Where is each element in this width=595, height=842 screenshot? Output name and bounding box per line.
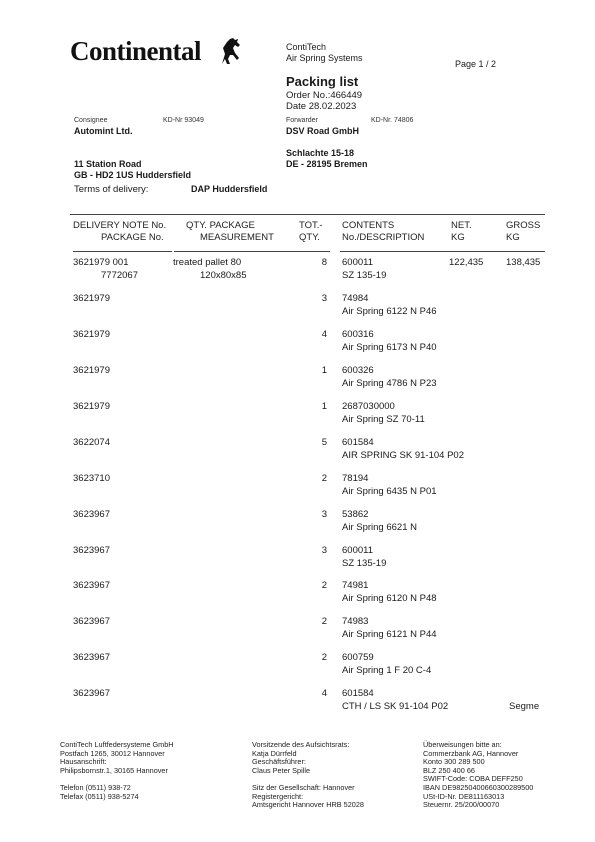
content-description: Air Spring 6122 N P46 — [342, 306, 437, 317]
table-row — [73, 401, 545, 427]
content-description: AIR SPRING SK 91-104 P02 — [342, 450, 464, 461]
table-top-rule — [70, 214, 545, 215]
table-row — [73, 545, 545, 571]
content-number: 601584 — [342, 688, 374, 699]
package-measurement: 120x80x85 — [200, 270, 247, 281]
table-row — [73, 509, 545, 535]
package-no: 7772067 — [101, 270, 138, 281]
table-row — [73, 473, 545, 499]
content-number: 601584 — [342, 437, 374, 448]
content-description: Air Spring 6621 N — [342, 522, 417, 533]
delivery-note-no: 3621979 — [73, 329, 110, 340]
content-description: SZ 135-19 — [342, 270, 387, 281]
col-header-tot: TOT.- — [299, 220, 323, 231]
content-number: 78194 — [342, 473, 369, 484]
content-number: 600316 — [342, 329, 374, 340]
delivery-note-no: 3621979 001 — [73, 257, 129, 268]
consignee-kd-number: KD-Nr 93049 — [163, 117, 204, 124]
forwarder-kd-number: KD-Nr. 74806 — [371, 117, 414, 124]
page-indicator: Page 1 / 2 — [455, 59, 497, 69]
forwarder-city: DE - 28195 Bremen — [286, 159, 368, 169]
delivery-note-no: 3621979 — [73, 293, 110, 304]
total-qty: 1 — [321, 365, 327, 376]
table-row — [73, 580, 545, 606]
table-header-rule-right — [340, 251, 545, 252]
content-number: 600759 — [342, 652, 374, 663]
consignee-city: GB - HD2 1US Huddersfield — [74, 170, 192, 180]
content-description: Air Spring SZ 70-11 — [342, 414, 425, 425]
row-extra-text: Segme — [509, 701, 540, 712]
col-header-qty: QTY. — [299, 232, 320, 243]
consignee-label: Consignee — [74, 117, 108, 124]
table-row — [73, 293, 545, 319]
table-row — [73, 257, 545, 283]
content-description: Air Spring 4786 N P23 — [342, 378, 437, 389]
col-header-gross-unit: KG — [506, 232, 520, 243]
total-qty: 3 — [321, 293, 327, 304]
delivery-note-no: 3622074 — [73, 437, 110, 448]
total-qty: 5 — [321, 437, 327, 448]
footer-legal-info: Vorsitzende des Aufsichtsrats: Katja Dürrfeld Geschäftsführer: Claus Peter Spille Sitz der Gesellschaft: Hannover Registergericht: Amtsgericht Hannover HRB 52028 — [252, 740, 364, 810]
table-header-rule-middle — [174, 251, 330, 252]
document-date: Date 28.02.2023 — [286, 101, 357, 112]
col-header-description: No./DESCRIPTION — [342, 232, 425, 243]
content-description: Air Spring 6120 N P48 — [342, 593, 437, 604]
table-header-rule-left — [73, 251, 172, 252]
delivery-note-no: 3623967 — [73, 688, 110, 699]
gross-weight: 138,435 — [506, 257, 541, 268]
table-row — [73, 652, 545, 678]
total-qty: 4 — [321, 688, 327, 699]
footer-company-address: ContiTech Luftfedersysteme GmbH Postfach 1265, 30012 Hannover Hausanschrift: Philipsbornstr.1, 30165 Hannover Telefon (0511) 938-72 Telefax (0511) 938-5274 — [60, 740, 174, 801]
table-row — [73, 437, 545, 463]
package-type: treated pallet 80 — [173, 257, 242, 268]
content-number: 600326 — [342, 365, 374, 376]
content-description: SZ 135-19 — [342, 558, 387, 569]
content-number: 600011 — [342, 257, 373, 268]
total-qty: 8 — [321, 257, 327, 268]
delivery-note-no: 3623967 — [73, 509, 110, 520]
content-number: 74981 — [342, 580, 369, 591]
forwarder-street: Schlachte 15-18 — [286, 148, 355, 158]
col-header-delivery-note: DELIVERY NOTE No. — [73, 220, 167, 231]
delivery-note-no: 3623967 — [73, 545, 110, 556]
content-number: 74984 — [342, 293, 369, 304]
delivery-note-no: 3623967 — [73, 580, 110, 591]
delivery-note-no: 3621979 — [73, 401, 110, 412]
col-header-qty-package: QTY. PACKAGE — [186, 220, 255, 231]
col-header-package-no: PACKAGE No. — [101, 232, 164, 243]
total-qty: 2 — [321, 473, 327, 484]
col-header-gross: GROSS — [506, 220, 541, 231]
col-header-net-unit: KG — [451, 232, 465, 243]
table-row — [73, 616, 545, 642]
rearing-horse-logo-icon — [216, 36, 244, 66]
total-qty: 1 — [321, 401, 327, 412]
consignee-street: 11 Station Road — [74, 159, 142, 169]
terms-label: Terms of delivery: — [74, 184, 149, 195]
division-name: ContiTech — [286, 42, 327, 52]
forwarder-label: Forwarder — [286, 117, 318, 124]
content-description: Air Spring 6173 N P40 — [342, 342, 437, 353]
continental-logo: Continental — [70, 36, 202, 66]
content-number: 2687030000 — [342, 401, 395, 412]
document-title: Packing list — [286, 74, 359, 89]
total-qty: 2 — [321, 580, 327, 591]
footer-bank-details: Überweisungen bitte an: Commerzbank AG, Hannover Konto 300 289 500 BLZ 250 400 66 SWIFT-Code: COBA DEFF250 IBAN DE98250400660300289500 USt-ID-Nr. DE811163013 Steuernr. 25/200/00070 — [423, 740, 534, 810]
division-subtitle: Air Spring Systems — [286, 53, 363, 63]
net-weight: 122,435 — [449, 257, 484, 268]
consignee-name: Automint Ltd. — [74, 126, 133, 136]
delivery-note-no: 3623710 — [73, 473, 110, 484]
content-number: 600011 — [342, 545, 373, 556]
content-description: Air Spring 6435 N P01 — [342, 486, 437, 497]
forwarder-name: DSV Road GmbH — [286, 126, 360, 136]
total-qty: 2 — [321, 616, 327, 627]
content-number: 74983 — [342, 616, 369, 627]
terms-value: DAP Huddersfield — [191, 184, 268, 194]
delivery-note-no: 3623967 — [73, 616, 110, 627]
order-number: Order No.:466449 — [286, 90, 363, 101]
total-qty: 2 — [321, 652, 327, 663]
col-header-measurement: MEASUREMENT — [200, 232, 274, 243]
col-header-contents: CONTENTS — [342, 220, 395, 231]
table-row — [73, 329, 545, 355]
table-row — [73, 688, 545, 714]
total-qty: 4 — [321, 329, 327, 340]
content-description: CTH / LS SK 91-104 P02 — [342, 701, 449, 712]
delivery-note-no: 3623967 — [73, 652, 110, 663]
total-qty: 3 — [321, 509, 327, 520]
content-description: Air Spring 1 F 20 C-4 — [342, 665, 432, 676]
table-row — [73, 365, 545, 391]
content-number: 53862 — [342, 509, 369, 520]
col-header-net: NET. — [451, 220, 472, 231]
total-qty: 3 — [321, 545, 327, 556]
delivery-note-no: 3621979 — [73, 365, 110, 376]
content-description: Air Spring 6121 N P44 — [342, 629, 437, 640]
